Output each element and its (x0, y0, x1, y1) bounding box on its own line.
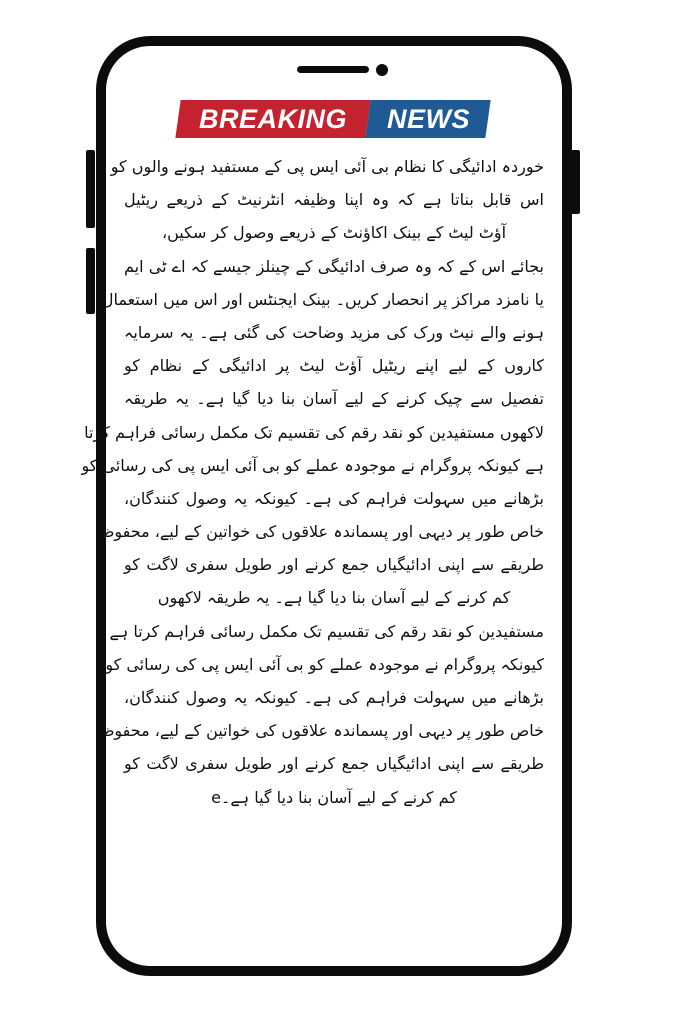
banner-breaking-block (175, 100, 370, 138)
article-line: طریقے سے اپنی ادائیگیاں جمع کرنے اور طویل سفری لاگت کو (124, 555, 544, 575)
article-line: کیونکہ پروگرام نے موجودہ عملے کو بی آئی ایس پی کی رسائی کو (105, 654, 544, 674)
article-line: آؤٹ لیٹ کے بینک اکاؤنٹ کے ذریعے وصول کر سکیں، (161, 223, 507, 243)
breaking-news-banner (178, 100, 488, 138)
banner-news-block (365, 100, 490, 138)
article-line: کاروں کے لیے اپنے ریٹیل آؤٹ لیٹ پر ادائیگی کے نظام کو (124, 356, 544, 376)
phone-volume-up-button (86, 150, 95, 228)
banner-breaking-text: BREAKING (198, 104, 347, 134)
article-line: مستفیدین کو نقد رقم کی تقسیم تک مکمل رسائی فراہم کرتا ہے (109, 621, 544, 641)
phone-volume-down-button (86, 248, 95, 314)
article-line: لاکھوں مستفیدین کو نقد رقم کی تقسیم تک مکمل رسائی فراہم کرتا (84, 422, 544, 442)
phone-power-button (571, 150, 580, 214)
article-line: بجائے اس کے کہ وہ صرف ادائیگی کے چینلز جیسے کہ اے ٹی ایم (124, 256, 545, 276)
article-line: ہونے والے نیٹ ورک کی مزید وضاحت کی گئی ہے۔ یہ سرمایہ (124, 322, 544, 342)
phone-speaker-notch (297, 66, 369, 73)
article-body (81, 150, 545, 814)
article-line: خاص طور پر دیہی اور پسماندہ علاقوں کی خواتین کے لیے، محفوظ (99, 522, 544, 542)
article-line: بڑھانے میں سہولت فراہم کی ہے۔ کیونکہ یہ وصول کنندگان، (124, 488, 544, 508)
phone-camera-dot (376, 64, 388, 76)
article-line: کم کرنے کے لیے آسان بنا دیا گیا ہے۔ یہ طریقہ لاکھوں (157, 588, 511, 608)
article-line: خاص طور پر دیہی اور پسماندہ علاقوں کی خواتین کے لیے، محفوظ (99, 721, 544, 741)
article-line: کم کرنے کے لیے آسان بنا دیا گیا ہے۔e (211, 787, 457, 807)
article-line: یا نامزد مراکز پر انحصار کریں۔ بینک ایجنٹس اور اس میں استعمال (101, 289, 544, 309)
article-line: تفصیل سے چیک کرنے کے لیے آسان بنا دیا گیا ہے۔ یہ طریقہ (124, 389, 544, 409)
article-line: بڑھانے میں سہولت فراہم کی ہے۔ کیونکہ یہ وصول کنندگان، (124, 688, 544, 707)
article-line: طریقے سے اپنی ادائیگیاں جمع کرنے اور طویل سفری لاگت کو (124, 754, 544, 774)
banner-news-text: NEWS (386, 104, 470, 134)
article-line: خوردہ ادائیگی کا نظام بی آئی ایس پی کے مستفید ہونے والوں کو (110, 157, 544, 176)
article-line: اس قابل بناتا ہے کہ وہ اپنا وظیفہ انٹرنیٹ کے ذریعے ریٹیل (124, 190, 544, 210)
article-line: ہے کیونکہ پروگرام نے موجودہ عملے کو بی آئی ایس پی کی رسائی کو (81, 455, 544, 475)
